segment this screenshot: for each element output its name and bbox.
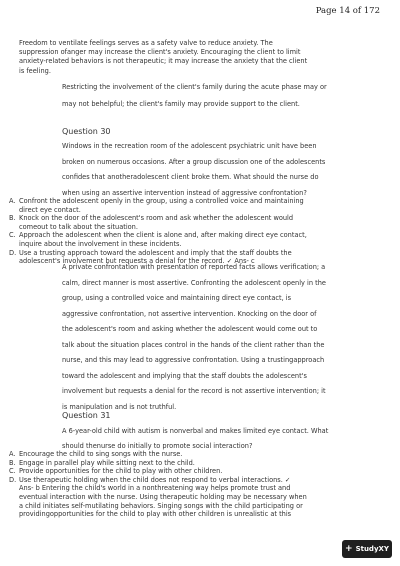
answer-option: [9, 459, 379, 468]
question-30-rationale: nurse, and this may lead to aggressive confrontation. Using a trustingapproach: [62, 356, 325, 364]
option-line: Engage in parallel play while sitting next to the child.: [19, 458, 195, 467]
option-letter: B.: [9, 214, 16, 223]
option-letter: D.: [9, 475, 17, 484]
question-30-rationale: is manipulation and is not truthful.: [62, 402, 177, 411]
option-line: a child initiates self-mutilating behaviors. Singing songs with the child participating or: [19, 501, 303, 510]
option-text: [19, 450, 377, 459]
option-line: Ans- b Entering the child's world in a nonthreatening way helps promote trust and: [19, 484, 291, 493]
option-letter: A.: [9, 197, 16, 205]
question-30-rationale: A private confrontation with presentation of reported facts allows verification; a: [62, 263, 326, 271]
question-30-rationale: group, using a controlled voice and maintaining direct eye contact, is: [62, 294, 292, 302]
intro-line: suppression ofanger may increase the client's anxiety. Encouraging the client to limit: [19, 48, 301, 57]
question-30-stem: Windows in the recreation room of the adolescent psychiatric unit have been: [62, 142, 317, 150]
answer-option: [9, 214, 379, 231]
option-letter: B.: [9, 458, 16, 467]
question-30-rationale: talk about the situation places control in the hands of the client rather than the: [62, 340, 325, 349]
question-31-stem: should thenurse do initially to promote social interaction?: [62, 441, 253, 450]
intro-indented-line: may not behelpful; the client's family may provide support to the client.: [62, 100, 300, 108]
option-line: Use a trusting approach toward the adolescent and imply that the staff doubts the: [19, 248, 292, 257]
option-line: Knock on the door of the adolescent's room and ask whether the adolescent would: [19, 214, 294, 223]
option-line: providingopportunities for the child to play with other children is unrealistic at this: [19, 510, 292, 519]
answer-option: [9, 231, 379, 248]
question-30-rationale: calm, direct manner is most assertive. Confronting the adolescent openly in the: [62, 278, 326, 287]
option-line: Confront the adolescent openly in the group, using a controlled voice and maintaining: [19, 197, 304, 205]
plus-icon: +: [345, 544, 353, 554]
option-text: [19, 476, 377, 519]
option-text: [19, 459, 377, 468]
option-line: inquire about the involvement in these incidents.: [19, 239, 182, 248]
answer-option: [9, 476, 379, 519]
option-letter: C.: [9, 231, 16, 240]
question-30-title: Question 30: [62, 127, 111, 136]
option-letter: C.: [9, 467, 16, 476]
option-text: [19, 231, 377, 248]
question-31-stem: A 6-year-old child with autism is nonverbal and makes limited eye contact. What: [62, 427, 329, 435]
intro-line: Freedom to ventilate feelings serves as a safety valve to reduce anxiety. The: [19, 39, 273, 47]
option-letter: A.: [9, 450, 16, 458]
brand-label: StudyXY: [355, 545, 389, 553]
question-30-stem: broken on numerous occasions. After a group discussion one of the adolescents: [62, 157, 326, 166]
option-line: Approach the adolescent when the client is alone and, after making direct eye contact,: [19, 231, 307, 240]
answer-option: [9, 450, 379, 459]
question-30-rationale: involvement but requests a denial for the record is not assertive intervention; it: [62, 387, 326, 395]
question-30-stem: when using an assertive intervention instead of aggressive confrontation?: [62, 188, 307, 197]
option-line: Provide opportunities for the child to play with other children.: [19, 467, 223, 476]
option-line: comeout to talk about the situation.: [19, 222, 138, 231]
answer-option: [9, 467, 379, 476]
question-30-rationale: the adolescent's room and asking whether the adolescent would come out to: [62, 325, 318, 333]
question-30-rationale: toward the adolescent and implying that the staff doubts the adolescent's: [62, 371, 307, 380]
option-line: Encourage the child to sing songs with the nurse.: [19, 450, 183, 458]
intro-line: is feeling.: [19, 66, 51, 75]
option-text: [19, 197, 377, 214]
intro-line: anxiety-related behaviors is not therapeutic; it may increase the anxiety that the client: [19, 57, 308, 66]
option-letter: D.: [9, 248, 17, 257]
page-number: Page 14 of 172: [315, 6, 380, 16]
question-31-title: Question 31: [62, 411, 111, 420]
answer-option: [9, 197, 379, 214]
option-text: [19, 467, 377, 476]
question-30-stem: confides that anotheradolescent client broke them. What should the nurse do: [62, 173, 319, 181]
option-line: eventual interaction with the nurse. Using therapeutic holding may be necessary when: [19, 492, 307, 501]
option-line: Use therapeutic holding when the child does not respond to verbal interactions. ✓: [19, 475, 291, 484]
option-text: [19, 214, 377, 231]
question-30-rationale: aggressive confrontation, not assertive intervention. Knocking on the door of: [62, 309, 317, 318]
studyxy-badge[interactable]: [342, 540, 392, 558]
intro-indented-line: Restricting the involvement of the client's family during the acute phase may or: [62, 83, 327, 91]
option-line: direct eye contact.: [19, 205, 81, 214]
option-line: adolescent's involvement but requests a denial for the record. ✓ Ans- c: [19, 257, 255, 266]
